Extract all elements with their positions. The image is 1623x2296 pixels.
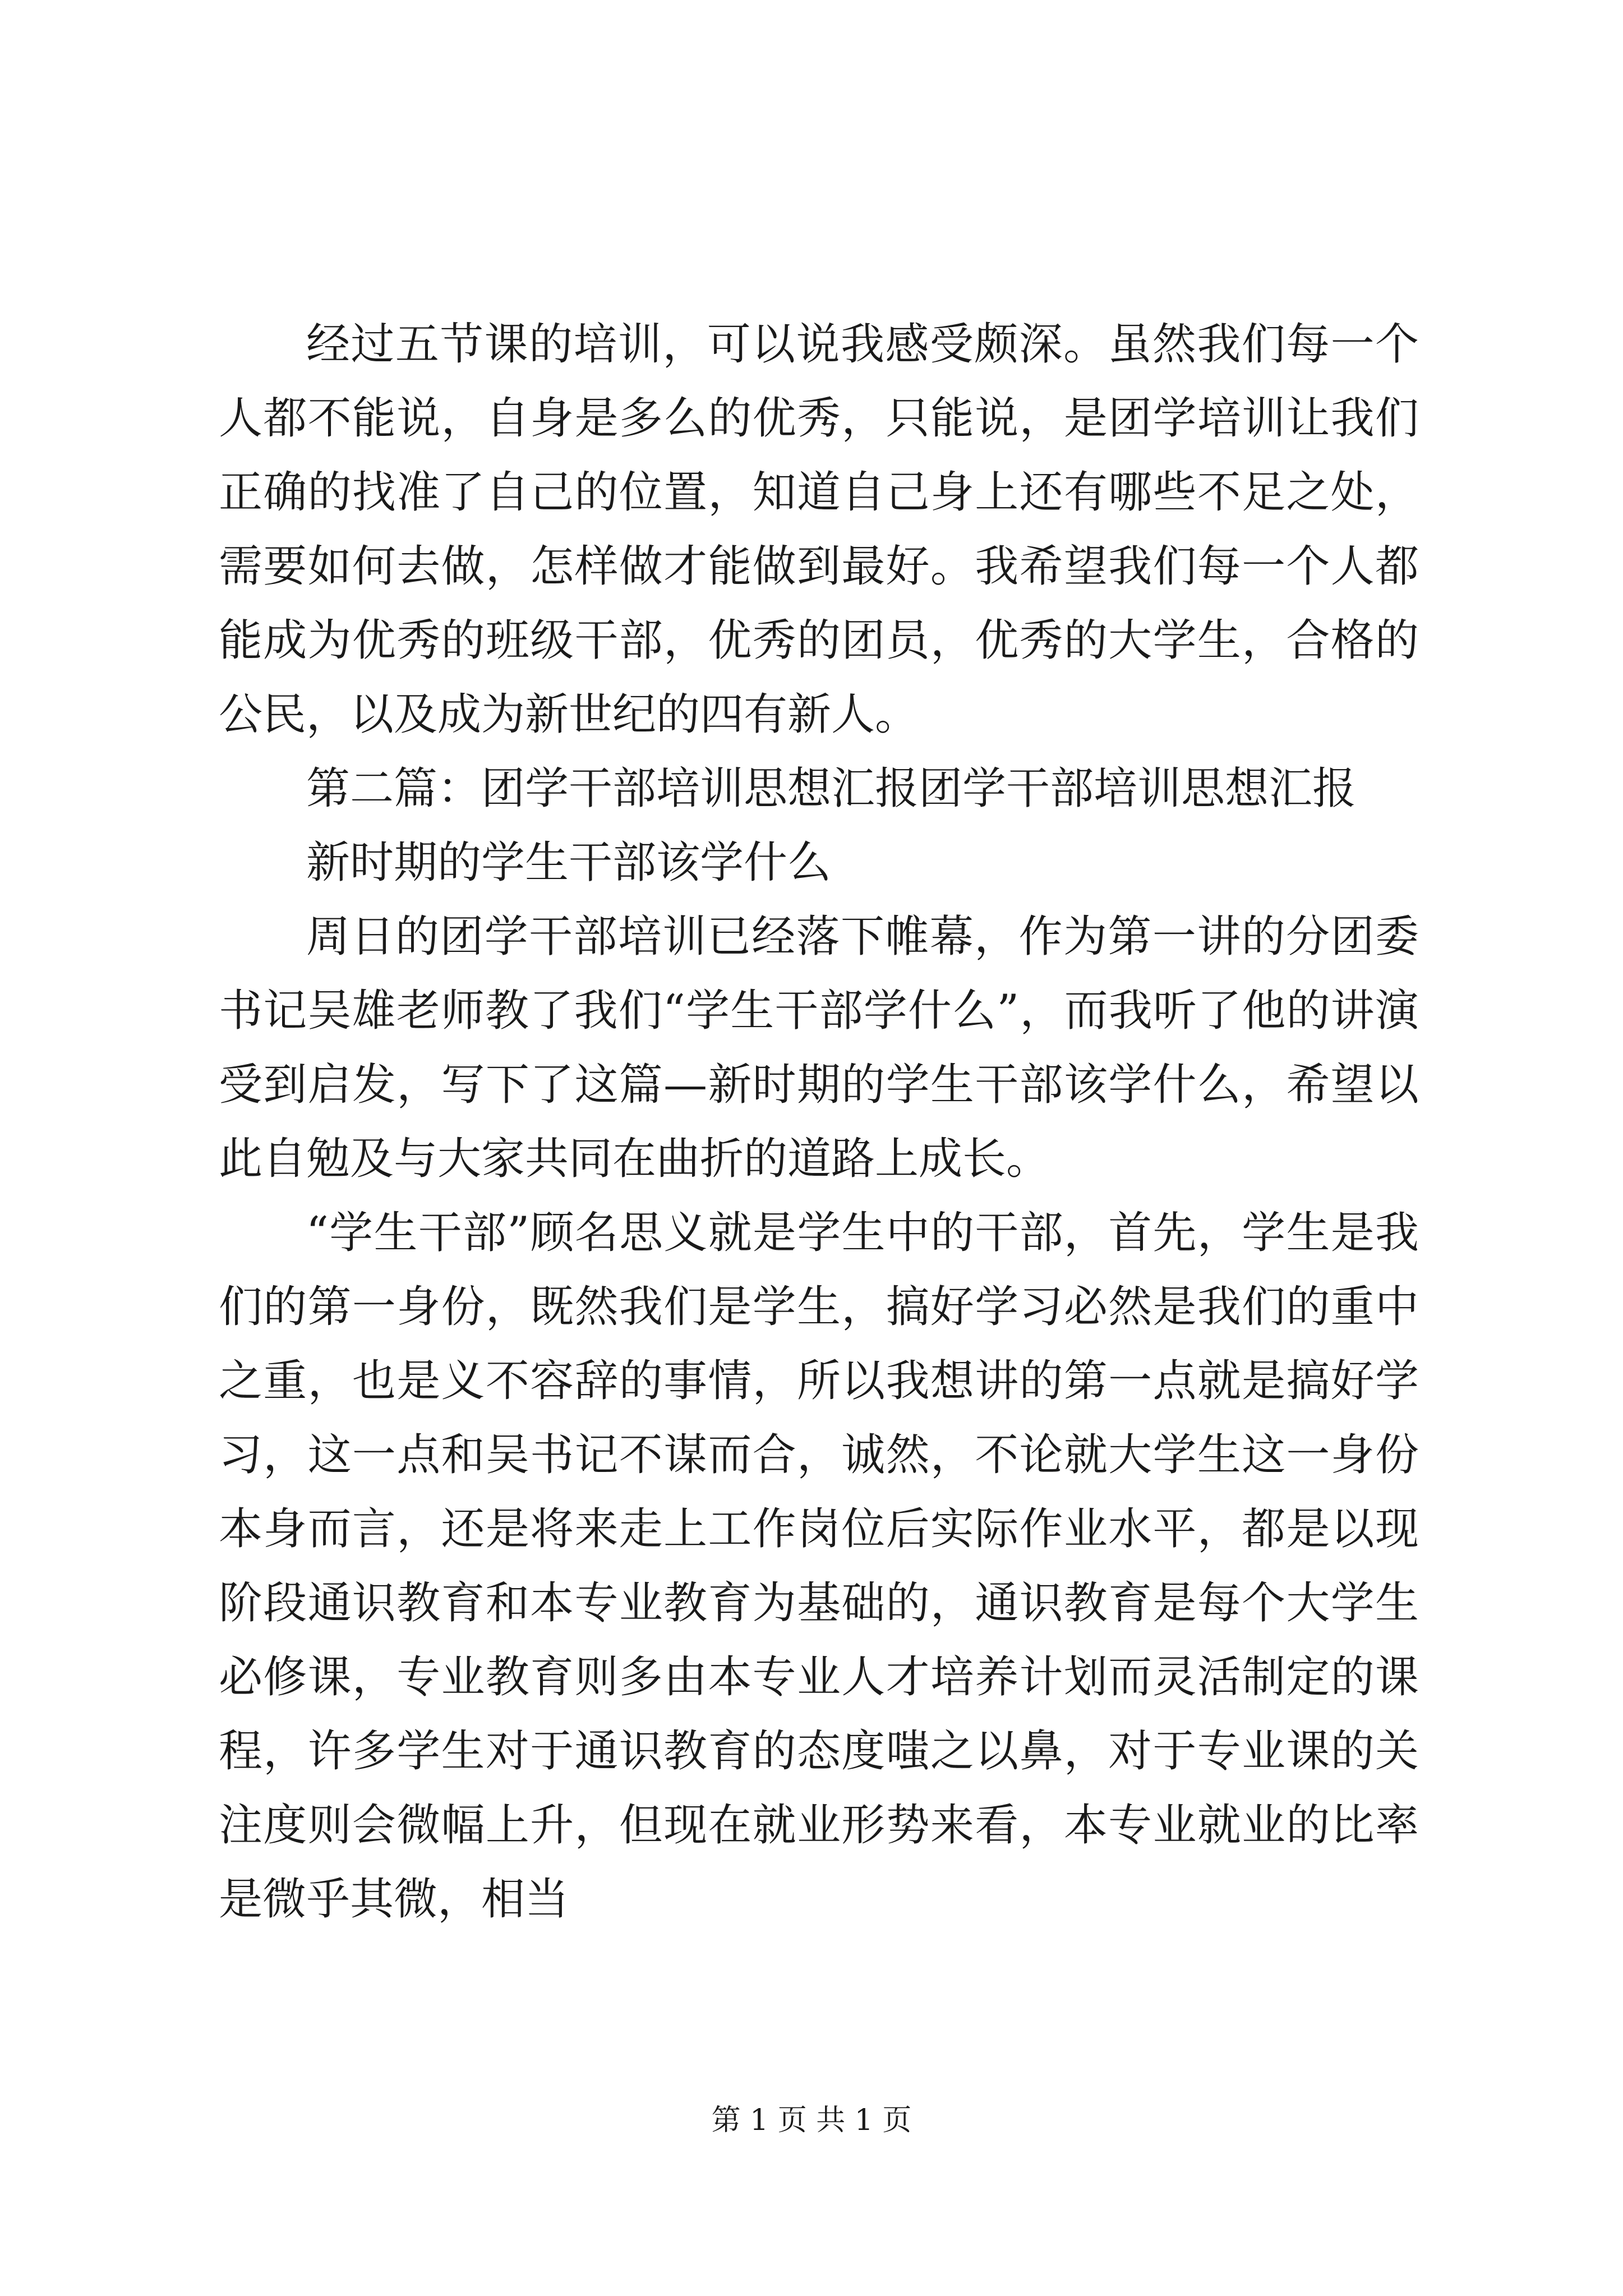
page-footer: 第 1 页 共 1 页 xyxy=(711,2104,912,2137)
paragraph-subtitle: 新时期的学生干部该学什么 xyxy=(306,838,832,888)
paragraph-training-summary: 周日的团学干部培训已经落下帷幕，作为第一讲的分团委书记吴雄老师教了我们“学生干部学什么”，而我听了他的讲演受到启发，写下了这篇—新时期的学生干部该学什么，希望以此自勉及与大家共同在曲折的道路上成长。 xyxy=(219,912,1419,1184)
paragraph-section-title: 第二篇：团学干部培训思想汇报团学干部培训思想汇报 xyxy=(306,763,1357,814)
document-body xyxy=(219,307,1419,1936)
paragraph-student-cadre: “学生干部”顾名思义就是学生中的干部，首先，学生是我们的第一身份，既然我们是学生，搞好学习必然是我们的重中之重，也是义不容辞的事情，所以我想讲的第一点就是搞好学习，这一点和吴书记不谋而合，诚然，不论就大学生这一身份本身而言，还是将来走上工作岗位后实际作业水平，都是以现阶段通识教育和本专业教育为基础的，通识教育是每个大学生必修课，专业教育则多由本专业人才培养计划而灵活制定的课程，许多学生对于通识教育的态度嗤之以鼻，对于专业课的关注度则会微幅上升，但现在就业形势来看，本专业就业的比率是微乎其微，相当 xyxy=(219,1208,1419,1925)
paragraph-intro: 经过五节课的培训，可以说我感受颇深。虽然我们每一个人都不能说，自身是多么的优秀，只能说，是团学培训让我们正确的找准了自己的位置，知道自己身上还有哪些不足之处，需要如何去做，怎样做才能做到最好。我希望我们每一个人都能成为优秀的班级干部，优秀的团员，优秀的大学生，合格的公民，以及成为新世纪的四有新人。 xyxy=(219,319,1419,740)
